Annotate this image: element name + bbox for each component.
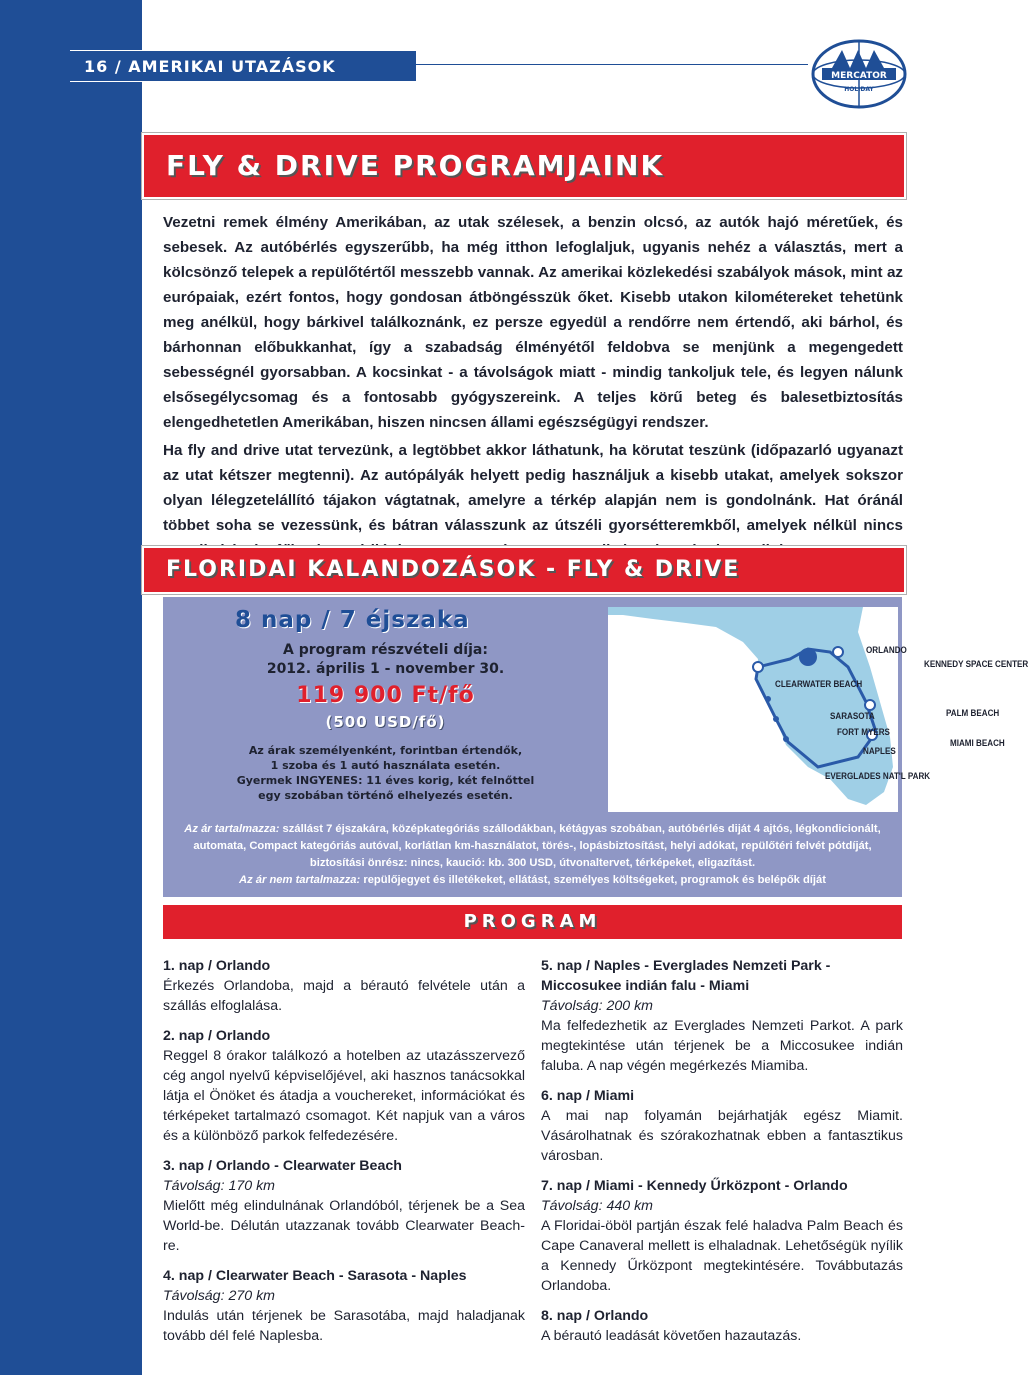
- title-band: [142, 133, 906, 199]
- fee-label: A program részvételi díja:: [283, 642, 488, 658]
- day-distance: Távolság: 440 km: [541, 1198, 653, 1214]
- price-usd: (500 USD/fő): [325, 713, 446, 731]
- program-day: [163, 1266, 525, 1346]
- section-band: [142, 546, 906, 594]
- program-band: [163, 905, 902, 939]
- fortmyers-marker: [773, 716, 779, 722]
- trip-duration: 8 nap / 7 éjszaka: [235, 607, 470, 633]
- day-title: 7. nap / Miami - Kennedy Űrközpont - Orlando: [541, 1178, 848, 1194]
- excludes-text: repülőjegyet és illetékeket, ellátást, személyes költségeket, programok és belépők díját: [363, 874, 826, 886]
- day-body: Mielőtt még elindulnának Orlandóból, térjenek be a Sea World-be. Délután utazzanak tovább Clearwater Beach-re.: [163, 1198, 525, 1254]
- price-includes: [181, 821, 884, 889]
- page-label: 16 / AMERIKAI UTAZÁSOK: [84, 57, 336, 76]
- map-label-palmbeach: PALM BEACH: [946, 708, 1000, 719]
- day-title: 8. nap / Orlando: [541, 1308, 649, 1324]
- intro-paragraph: Ha fly and drive utat tervezünk, a legtöbbet akkor láthatunk, ha körutat teszünk (időpazarló ugyanazt az utat kétszer megtenni). Az autópályák helyett pedig használjuk a kisebb utakat, amelyek sokszor olyan lélegzetelállító tájakon vágtatnak, amelyre a térkép alapján nem is gondolnánk. Hat óránál többet soha se vezessünk, és bátran válasszunk az útszéli gyorsétteremkből, amelyek nélkül nincs: [163, 442, 903, 534]
- map-label-miami: MIAMI BEACH: [950, 738, 1005, 749]
- program-day: [541, 1306, 903, 1346]
- sarasota-marker: [765, 696, 771, 702]
- palmbeach-marker: [865, 700, 875, 710]
- map-label-kennedy: KENNEDY SPACE CENTER: [924, 659, 1028, 670]
- program-day: [163, 1026, 525, 1146]
- map-label-clearwater: CLEARWATER BEACH: [775, 679, 863, 690]
- program-day: [163, 1156, 525, 1256]
- program-column-left: [163, 956, 525, 1356]
- includes-label: Az ár tartalmazza:: [184, 823, 280, 835]
- map-label-everglades: EVERGLADES NAT'L PARK: [825, 771, 931, 782]
- map-label-naples: NAPLES: [863, 746, 896, 757]
- program-day: [163, 956, 525, 1016]
- program-day: [541, 956, 903, 1076]
- day-title: 3. nap / Orlando - Clearwater Beach: [163, 1158, 402, 1174]
- left-decorative-bar: [0, 0, 142, 1375]
- price-note: 1 szoba és 1 autó használata esetén.: [270, 759, 501, 772]
- day-body: A Floridai-öböl partján észak felé haladva Palm Beach és Cape Canaveral mellett is elhaladnak. Lehetőségük nyílik a Kennedy Űrközpont megtekintésére. Továbbutazás Orlandoba.: [541, 1218, 903, 1294]
- day-distance: Távolság: 170 km: [163, 1178, 275, 1194]
- day-title: 4. nap / Clearwater Beach - Sarasota - Naples: [163, 1268, 467, 1284]
- day-title: 1. nap / Orlando: [163, 958, 271, 974]
- includes-text: szállást 7 éjszakára, középkategóriás szállodákban, kétágyas szobában, autóbérlés diját 4 ajtós, légkondicionált, automata, Compact kategóriás autóval, korlátlan km-használatot, törés-, lopásbiztosítást, helyi adókat, repülőtéri felvét pótdíját, biztosítási önrész: nincs, kaució: kb. 300 USD, útvonaltervet, térképeket, eligazítást.: [193, 823, 881, 869]
- intro-paragraph: Vezetni remek élmény Amerikában, az utak szélesek, a benzin olcsó, az autók hajó méretűek, és sebesek. Az autóbérlés egyszerűbb, ha még itthon lefoglaljuk, ugyanis nehéz a választás, mert a kölcsönző telepek a repülőtértől messzebb vannak. Az amerikai közlekedési szabályok mások, mint az európaiak, ezért fontos, hogy gondosan átböngésszük őket. Kisebb utakon kilométereket tehetünk meg anélkül, hogy bárkivel találkoznánk, ez persze egyedül a rendőrre nem értendő, aki bárhol, és bárhonnan előbukkanhat, így a szabadság élményétől feldobva se menjünk a megengedett sebességnél gyorsabban. A kocsinkat - a távolságok miatt - mindig tankoljuk tele, és legyen nálunk elsősegélycsomag és a fontosabb gyógyszereink. A teljes körű beteg és balesetbiztosítás elengedhetetlen Amerikában, hiszen nincsen állami egészségügyi rendszer.: [163, 214, 903, 431]
- program-column-right: [541, 956, 903, 1356]
- day-distance: Távolság: 200 km: [541, 998, 653, 1014]
- mercator-logo: [810, 38, 908, 110]
- price-note: Gyermek INGYENES: 11 éves korig, két felnőttel: [236, 774, 535, 787]
- day-title: 2. nap / Orlando: [163, 1028, 271, 1044]
- day-distance: Távolság: 270 km: [163, 1288, 275, 1304]
- logo-text: MERCATOR: [831, 71, 887, 81]
- program-day: [541, 1176, 903, 1296]
- program-day: [541, 1086, 903, 1166]
- section-title: FLORIDAI KALANDOZÁSOK - FLY & DRIVE: [166, 557, 741, 582]
- excludes-label: Az ár nem tartalmazza:: [239, 874, 361, 886]
- map-label-fortmyers: FORT MYERS: [837, 727, 890, 738]
- page-title: FLY & DRIVE PROGRAMJAINK: [166, 149, 665, 182]
- orlando-marker: [799, 648, 817, 666]
- day-body: Reggel 8 órakor találkozó a hotelben az utazásszervező cég angol nyelvű képviselőjével, aki hasznos tanácsokkal látja el Önöket és átadja a vouchereket, információkat és térképeket tartalmazó csomagot. Két napjuk van a város és a különböző parkok felfedezésére.: [163, 1048, 525, 1144]
- day-body: Érkezés Orlandoba, majd a bérautó felvétele után a szállás elfoglalása.: [163, 978, 525, 1014]
- day-body: Indulás után térjenek be Sarasotába, majd haladjanak tovább dél felé Naplesba.: [163, 1308, 525, 1344]
- validity-dates: 2012. április 1 - november 30.: [266, 661, 505, 677]
- intro-text: [163, 210, 903, 566]
- program-title: PROGRAM: [463, 911, 602, 932]
- florida-route-map: [608, 607, 1028, 812]
- day-title: 5. nap / Naples - Everglades Nemzeti Park - Miccosukee indián falu - Miami: [541, 958, 831, 994]
- offer-details: [163, 597, 608, 812]
- price-notes: [163, 743, 608, 803]
- kennedy-marker: [833, 647, 843, 657]
- price: 119 900 Ft/fő: [296, 683, 475, 708]
- day-title: 6. nap / Miami: [541, 1088, 635, 1104]
- price-note: Az árak személyenként, forintban értendők,: [248, 744, 523, 757]
- day-body: Ma felfedezhetik az Everglades Nemzeti Parkot. A park megtekintése után térjenek be a Miccosukee indián faluba. A nap végén megérkezés Miamiba.: [541, 1018, 903, 1074]
- logo-subtext: HOLIDAY: [844, 86, 874, 93]
- price-note: egy szobában történő elhelyezés esetén.: [258, 789, 513, 802]
- map-label-orlando: ORLANDO: [866, 645, 907, 656]
- day-body: A mai nap folyamán bejárhatják egész Miamit. Vásárolhatnak és szórakozhatnak ebben a fantasztikus városban.: [541, 1108, 903, 1164]
- header-divider: [416, 64, 808, 65]
- map-label-sarasota: SARASOTA: [830, 711, 875, 722]
- day-body: A bérautó leadását követően hazautazás.: [541, 1328, 802, 1344]
- page-section-tag: [70, 50, 416, 82]
- offer-box: [163, 597, 1028, 897]
- naples-marker: [783, 736, 789, 742]
- clearwater-marker: [753, 662, 763, 672]
